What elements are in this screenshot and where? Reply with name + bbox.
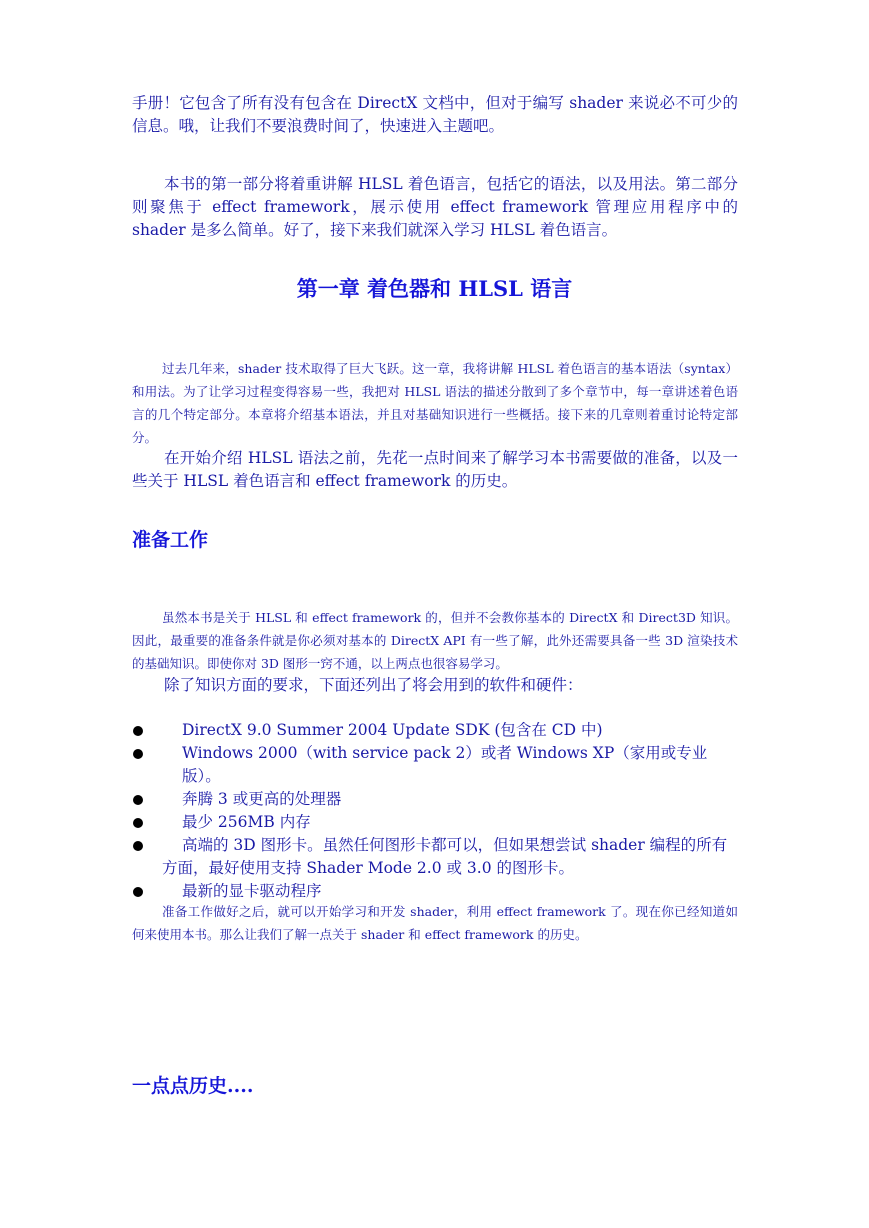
chapter-paragraph-2: 在开始介绍 HLSL 语法之前，先花一点时间来了解学习本书需要做的准备，以及一些关于 HLSL 着色语言和 effect framework 的历史。 xyxy=(132,449,738,490)
chapter-paragraph-1: 过去几年来，shader 技术取得了巨大飞跃。这一章，我将讲解 HLSL 着色语言的基本语法（syntax）和用法。为了让学习过程变得容易一些，我把对 HLSL 语法的描述分散到了多个章节中，每一章讲述着色语言的几个特定部分。本章将介绍基本语法，并且对基础知识进行一些概括。接下来的几章则着重讨论特定部分。 xyxy=(132,361,738,445)
section-heading-prep: 准备工作 xyxy=(132,529,209,551)
section-heading-history: 一点点历史.... xyxy=(132,1075,254,1097)
list-item: Windows 2000（with service pack 2）或者 Windows XP（家用或专业版）。 xyxy=(132,742,738,788)
list-item: 最新的显卡驱动程序 xyxy=(132,880,738,903)
chapter-title: 第一章 着色器和 HLSL 语言 xyxy=(296,276,573,301)
intro-paragraph-2: 本书的第一部分将着重讲解 HLSL 着色语言，包括它的语法，以及用法。第二部分则聚焦于 effect framework，展示使用 effect framework 管理应用程序中的 shader 是多么简单。好了，接下来我们就深入学习 HLSL 着色语言。 xyxy=(132,175,738,239)
list-item: 奔腾 3 或更高的处理器 xyxy=(132,788,738,811)
intro-paragraph-1: 手册！它包含了所有没有包含在 DirectX 文档中，但对于编写 shader 来说必不可少的信息。哦，让我们不要浪费时间了，快速进入主题吧。 xyxy=(132,94,738,135)
prep-paragraph-1: 虽然本书是关于 HLSL 和 effect framework 的，但并不会教你基本的 DirectX 和 Direct3D 知识。因此，最重要的准备条件就是你必须对基本的 DirectX API 有一些了解，此外还需要具备一些 3D 渲染技术的基础知识。即使你对 3D 图形一窍不通，以上两点也很容易学习。 xyxy=(132,610,738,671)
bullet-icon xyxy=(133,726,143,736)
prep-paragraph-3: 准备工作做好之后，就可以开始学习和开发 shader，利用 effect framework 了。现在你已经知道如何来使用本书。那么让我们了解一点关于 shader 和 effect framework 的历史。 xyxy=(132,904,738,942)
list-item: DirectX 9.0 Summer 2004 Update SDK (包含在 CD 中) xyxy=(132,719,738,742)
bullet-icon xyxy=(133,841,143,851)
bullet-icon xyxy=(133,887,143,897)
list-item: 高端的 3D 图形卡。虽然任何图形卡都可以，但如果想尝试 shader 编程的所有方面，最好使用支持 Shader Mode 2.0 或 3.0 的图形卡。 xyxy=(132,834,738,880)
bullet-icon xyxy=(133,795,143,805)
bullet-icon xyxy=(133,749,143,759)
requirements-list xyxy=(132,719,738,903)
bullet-icon xyxy=(133,818,143,828)
list-item: 最少 256MB 内存 xyxy=(132,811,738,834)
prep-paragraph-2: 除了知识方面的要求，下面还列出了将会用到的软件和硬件： xyxy=(164,676,583,694)
